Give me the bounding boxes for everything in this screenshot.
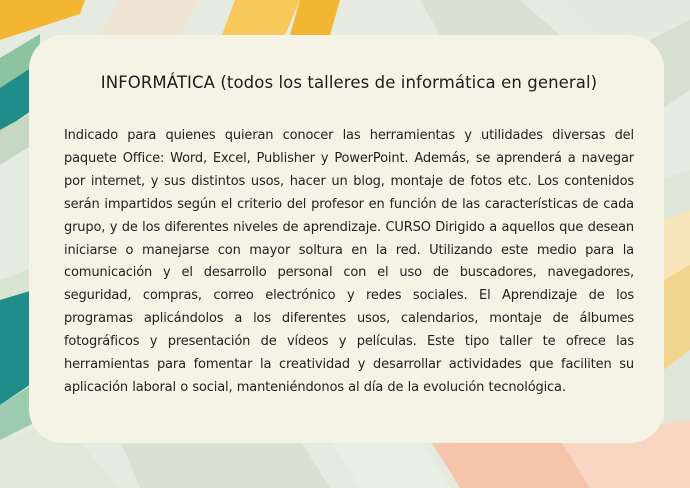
content-card [29, 35, 664, 443]
page-title: INFORMÁTICA (todos los talleres de informática en general) [100, 73, 598, 92]
description-paragraph: Indicado para quienes quieran conocer las herramientas y utilidades diversas del paquete Office: Word, Excel, Publisher y PowerPoint. Además, se aprenderá a navegar por internet, y sus distintos usos, hacer un blog, montaje de fotos etc. Los contenidos serán impartidos según el criterio del profesor en función de las características de cada grupo, y de los diferentes niveles de aprendizaje. CURSO Dirigido a aquellos que desean iniciarse o manejarse con mayor soltura en la red. Utilizando este medio para la comunicación y el desarrollo personal con el uso de buscadores, navegadores, seguridad, compras, correo electrónico y redes sociales. El Aprendizaje de los programas aplicándolos a los diferentes usos, calendarios, montaje de álbumes fotográficos y presentación de vídeos y películas. Este tipo taller te ofrece las herramientas para fomentar la creatividad y desarrollar actividades que faciliten su aplicación laboral o social, manteniéndonos al día de la evolución tecnológica. [64, 128, 634, 395]
